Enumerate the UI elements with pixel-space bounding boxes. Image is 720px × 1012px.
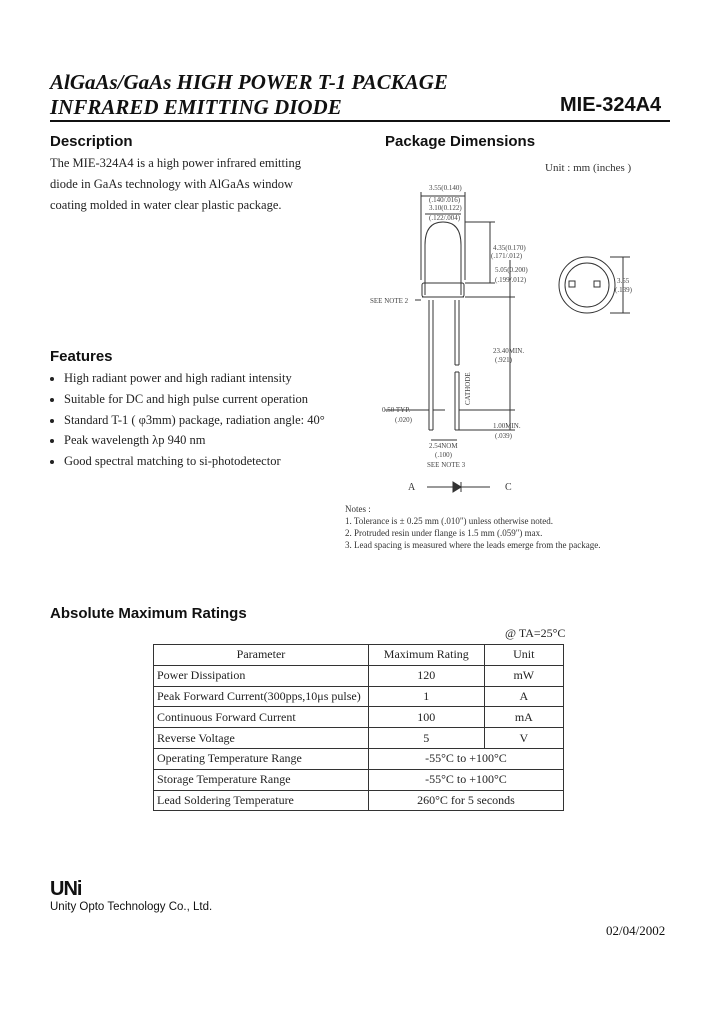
dim-label: 3.10(0.122)	[429, 204, 462, 212]
unit-cell: mW	[484, 665, 563, 686]
param-cell: Peak Forward Current(300pps,10μs pulse)	[154, 686, 369, 707]
company-logo: UNi	[50, 878, 82, 900]
description-line: coating molded in water clear plastic package.	[50, 198, 282, 212]
dim-label: (.171/.012)	[491, 252, 523, 260]
table-row	[154, 748, 564, 769]
table-row	[154, 728, 564, 749]
note-item: 1. Tolerance is ± 0.25 mm (.010") unless otherwise noted.	[345, 516, 554, 526]
table-header-row	[154, 645, 564, 666]
dim-label: (.020)	[395, 416, 412, 424]
dim-label: 1.00MIN.	[493, 422, 521, 430]
param-cell: Storage Temperature Range	[154, 769, 369, 790]
document-date: 02/04/2002	[606, 923, 666, 938]
package-drawing	[355, 180, 635, 500]
ratings-condition: @ TA=25°C	[505, 626, 566, 640]
dim-label: (.921)	[495, 356, 512, 364]
feature-item: • Standard T-1 ( φ3mm) package, radiation angle: 40°	[64, 410, 350, 431]
title-line-1: AlGaAs/GaAs HIGH POWER T-1 PACKAGE	[50, 70, 448, 94]
description-heading: Description	[50, 133, 133, 150]
value-cell: 100	[368, 707, 484, 728]
anode-symbol-label: A	[408, 482, 416, 493]
dim-label: (.140/.016)	[429, 196, 461, 204]
column-header: Unit	[484, 645, 563, 666]
table-row	[154, 707, 564, 728]
unit-cell: A	[484, 686, 563, 707]
description-line: The MIE-324A4 is a high power infrared emitting	[50, 156, 301, 170]
note-item: 3. Lead spacing is measured where the leads emerge from the package.	[345, 540, 601, 550]
features-heading: Features	[50, 348, 113, 365]
param-cell: Operating Temperature Range	[154, 748, 369, 769]
led-dome-outline	[425, 222, 461, 295]
value-cell: -55°C to +100°C	[368, 748, 563, 769]
cathode-label: CATHODE	[464, 372, 472, 405]
note-item: 2. Protruded resin under flange is 1.5 mm (.059") max.	[345, 528, 543, 538]
dim-label: 3.55	[617, 277, 630, 285]
table-row	[154, 769, 564, 790]
ratings-heading: Absolute Maximum Ratings	[50, 605, 247, 622]
param-cell: Continuous Forward Current	[154, 707, 369, 728]
package-notes	[345, 503, 685, 551]
dim-label: 0.50 TYP.	[382, 406, 411, 414]
table-row	[154, 665, 564, 686]
dim-label: SEE NOTE 2	[370, 297, 409, 305]
dim-label: (.199/.012)	[495, 276, 527, 284]
dim-label: (.139)	[615, 286, 632, 294]
feature-item: • Peak wavelength λp 940 nm	[64, 430, 350, 451]
value-cell: 120	[368, 665, 484, 686]
column-header: Parameter	[154, 645, 369, 666]
feature-item: • Good spectral matching to si-photodetector	[64, 451, 350, 472]
part-number: MIE-324A4	[560, 94, 662, 116]
dim-label: 23.40MIN.	[493, 347, 525, 355]
table-row	[154, 790, 564, 811]
notes-title: Notes :	[345, 504, 371, 514]
value-cell: 260°C for 5 seconds	[368, 790, 563, 811]
description-line: diode in GaAs technology with AlGaAs window	[50, 177, 294, 191]
dim-label: 2.54NOM	[429, 442, 458, 450]
dim-label: (.122/.004)	[429, 214, 461, 222]
ratings-table	[153, 644, 564, 811]
features-list	[50, 368, 350, 472]
feature-item: • High radiant power and high radiant intensity	[64, 368, 350, 389]
param-cell: Lead Soldering Temperature	[154, 790, 369, 811]
dim-label: 5.05(0.200)	[495, 266, 528, 274]
description-text	[50, 153, 350, 216]
side-view-circle	[559, 257, 615, 313]
param-cell: Reverse Voltage	[154, 728, 369, 749]
dim-label: (.100)	[435, 451, 452, 459]
unit-cell: mA	[484, 707, 563, 728]
value-cell: 5	[368, 728, 484, 749]
dim-label: SEE NOTE 3	[427, 461, 466, 469]
cathode-symbol-label: C	[505, 482, 512, 493]
led-flange	[422, 283, 464, 297]
dim-label: 3.55(0.140)	[429, 184, 462, 192]
header-rule	[50, 120, 670, 122]
title-line-2: INFRARED EMITTING DIODE	[50, 95, 342, 119]
package-heading: Package Dimensions	[385, 133, 536, 150]
feature-item: • Suitable for DC and high pulse current operation	[64, 389, 350, 410]
column-header: Maximum Rating	[368, 645, 484, 666]
value-cell: -55°C to +100°C	[368, 769, 563, 790]
value-cell: 1	[368, 686, 484, 707]
unit-label: Unit : mm (inches )	[545, 162, 632, 174]
dim-label: 4.35(0.170)	[493, 244, 526, 252]
param-cell: Power Dissipation	[154, 665, 369, 686]
company-name: Unity Opto Technology Co., Ltd.	[50, 901, 213, 913]
unit-cell: V	[484, 728, 563, 749]
dim-label: (.039)	[495, 432, 512, 440]
table-row	[154, 686, 564, 707]
